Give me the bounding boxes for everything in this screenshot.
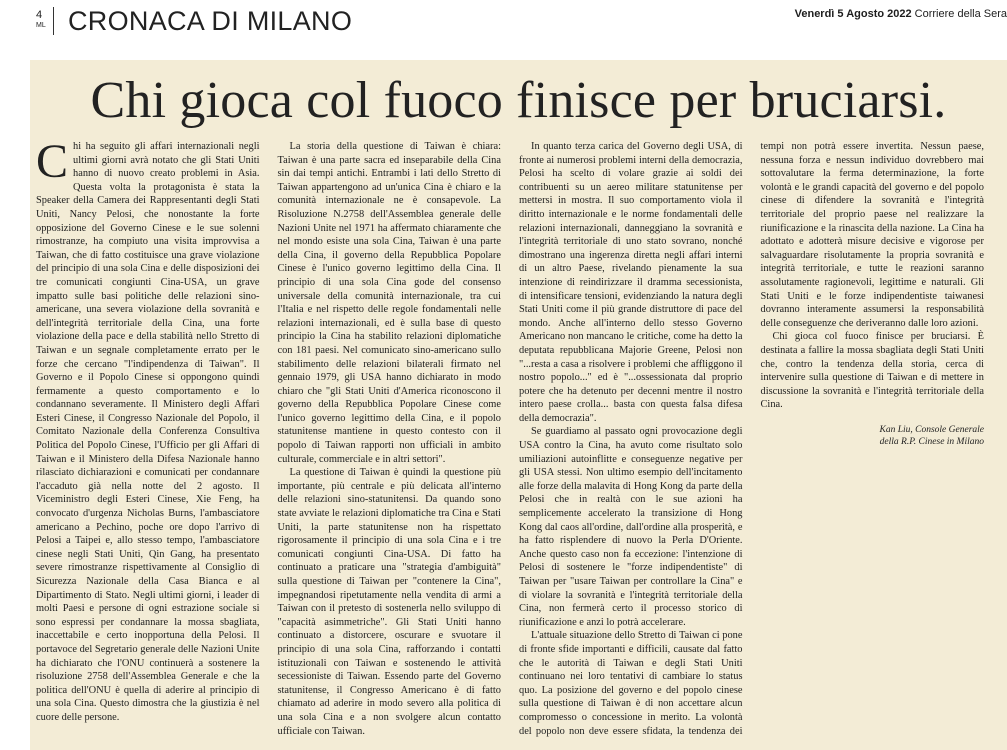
article-paragraph: La questione di Taiwan è quindi la questione più importante, più centrale e più delicata all'interno delle relazioni sino-statunitensi. Da quando sono state avviate le relazioni diplomatiche tra Cina e Stati Uniti, la parte statunitense non ha rispettato rigorosamente il principio di una sola Cina e i tre comunicati congiunti Cina-USA. Di fatto ha continuato a praticare una "strategia d'ambiguità" sulla questione di Taiwan per "contenere la Cina", impegnandosi ripetutamente nella vendita di armi a Taiwan con il pretesto di sostenerla nello sviluppo di "capacità asimmetriche". Gli Stati Uniti hanno continuato a distorcere, oscurare e svuotare il principio di una sola Cina, rafforzando i contatti istituzionali con Taiwan e sostenendo le attività secessioniste di Taiwan. Essendo parte del Governo statunitense, il Congresso Americano è di fatto chiamato ad aderire in modo severo alla politica di una sola Cina e a non svolgere alcun contatto ufficiale con Taiwan. (277, 467, 501, 737)
article-paragraph: Chi ha seguito gli affari internazionali negli ultimi giorni avrà notato che gli Stati Uniti hanno di nuovo creato problemi in Asia. Questa volta la protagonista è stata la Speaker della Camera dei Rappresentanti degli Stati Uniti, Nancy Pelosi, che nonostante la forte opposizione del Governo Cinese e le sue solenni rimostranze, ha compiuto una visita improvvisa a Taiwan, che di fatto costituisce una grave violazione del principio di una sola Cina e delle disposizioni dei tre comunicati congiunti Cina-USA, un grave impatto sulle basi politiche delle relazioni sino-americane, una severa violazione della sovranità e dell'integrità territoriale della Cina, una forte violazione della pace e della stabilità nello Stretto di Taiwan e un segnale completamente errato per le forze che cercano "l'indipendenza di Taiwan". Il Governo e il Popolo Cinese si oppongono quindi fermamente a questo comportamento e lo condannano severamente. Il Ministero degli Affari Esteri Cinese, il Congresso Nazionale del Popolo, il Comitato Nazionale della Conferenza Consultiva Politica del Popolo Cinese, l'Ufficio per gli Affari di Taiwan e il Ministero della Difesa Nazionale hanno rilasciato dichiarazioni e comunicati per condannare l'accaduto già nella notte del 2 agosto. Il Viceministro degli Esteri Cinese, Xie Feng, ha convocato d'urgenza Nicholas Burns, l'ambasciatore americano a Pechino, poche ore dopo l'arrivo di Pelosi a Taipei e, allo stesso tempo, l'ambasciatore cinese negli Stati Uniti, Qin Gang, ha presentato severe rimostranze rispettivamente al Consiglio di Sicurezza Nazionale della Casa Bianca e al Dipartimento di Stato. Negli ultimi giorni, i leader di molti Paesi e persone di ogni estrazione sociale si sono espressi per condannare la mossa sbagliata, inaccettabile e certo inopportuna della Pelosi. Il portavoce del Segretario generale delle Nazioni Unite ha dichiarato che l'ONU continuerà a sostenere la risoluzione 2758 dell'Assemblea Generale e che la politica dell'ONU è quella di aderire al principio di una sola Cina. Questo dimostra che la giustizia è nel cuore delle persone. (36, 135, 260, 723)
article-paragraph: La storia della questione di Taiwan è chiara: Taiwan è una parte sacra ed inseparabile della Cina sin dai tempi antichi. Entrambi i lati dello Stretto di Taiwan appartengono ad un'unica Cina è chiaro e la comunità internazionale ne è consapevole. La Risoluzione N.2758 dell'Assemblea generale delle Nazioni Unite nel 1971 ha affermato chiaramente che nel mondo esiste una sola Cina, Taiwan è una parte della Cina, il governo della Repubblica Popolare Cinese è l'unico governo legittimo della Cina. Il principio di una sola Cina gode del consenso universale della comunità internazionale, tra cui l'Italia e nel rispetto delle regole fondamentali nelle relazioni internazionali, ed è sulla base di questo principio la Cina ha stabilito relazioni diplomatiche con 181 paesi. Nel comunicato sino-americano sullo stabilimento delle relazioni bilaterali firmato nel gennaio 1979, gli USA hanno dichiarato in modo chiaro che "gli Stati Uniti d'America riconoscono il governo della Repubblica Popolare Cinese come l'unico governo legittimo della Cina, e il popolo statunitense mantiene in questo contesto con il popolo di Taiwan rapporti non ufficiali in ambito culturale, commerciale e in altri settori". (277, 141, 501, 465)
signature-author: Kan Liu, Console Generale (879, 424, 984, 435)
article-body (36, 135, 984, 748)
page-number: 4 (36, 9, 43, 21)
article-headline: Chi gioca col fuoco finisce per bruciarsi. (90, 72, 947, 129)
article-paragraph: L'attuale situazione dello Stretto di Taiwan ci pone di fronte sfide importanti e difficili, causate dal fatto che le autorità di Taiwan e degli Stati Uniti continuano nei loro tentativi di cambiare lo status quo. La posizione del governo e del popolo cinese sulla questione di Taiwan è di non accettare alcun compromesso o concessione in merito. La volontà del popolo non deve essere sfidata, la tendenza dei tempi non potrà essere invertita. Nessun paese, nessuna forza e nessun individuo dovrebbero mai sottovalutare la ferma determinazione, la forte volontà e le grandi capacità del governo e del popolo cinese di difendere la sovranità e l'integrità territoriale del proprio paese nel realizzare la riunificazione e la rinascita della nazione. La Cina ha adottato e adotterà misure decisive e vigorose per salvaguardare risolutamente la propria sovranità e integrità territoriale, e tutte le reazioni saranno assolutamente ragionevoli, legittime e naturali. Gli Stati Uniti e le forze indipendentiste taiwanesi dovranno interamente assumersi la responsabilità delle conseguenze che deriveranno dalle loro azioni. (519, 141, 984, 737)
issue-date: Venerdì 5 Agosto 2022 (794, 8, 912, 20)
article-signature (761, 424, 985, 448)
article-paragraph: Chi gioca col fuoco finisce per bruciarsi. È destinata a fallire la mossa sbagliata degli Stati Uniti che, contro la tendenza della storia, cerca di intervenire sulla questione di Taiwan e di mettere in discussione la sovranità e l'integrità territoriale della Cina. (760, 331, 984, 411)
section-title: CRONACA DI MILANO (68, 6, 353, 36)
masthead-divider (53, 7, 54, 35)
dateline (795, 8, 1007, 21)
article-box (30, 60, 1007, 750)
article-paragraph: Se guardiamo al passato ogni provocazione degli USA contro la Cina, ha avuto come risultato solo umiliazioni autoinflitte e conseguenze negative per gli USA stessi. Non ultimo esempio dell'incitamento alle forze della malavita di Hong Kong da parte della Pelosi che in realtà con le sue azioni ha semplicemente accelerato la transizione di Hong Kong dal caos all'ordine, dall'ordine alla prosperità, e ha fatto risplendere di nuovo la Perla D'Oriente. Anche questo caso non fa eccezione: l'intenzione di Pelosi di sostenere le "forze indipendentiste" di Taiwan per "usare Taiwan per controllare la Cina" e di violare la sovranità e l'integrità territoriale della Cina, non fermerà certo il processo storico di riunificazione e anzi lo potrà accelerare. (519, 426, 743, 628)
publication-name: Corriere della Sera (914, 8, 1007, 20)
page-code: ML (36, 22, 46, 29)
article-paragraph: In quanto terza carica del Governo degli USA, di fronte ai numerosi problemi interni della democrazia, Pelosi ha scelto di volare grazie ai soldi dei contribuenti su un aereo militare statunitense per mettersi in mostra. Il suo comportamento viola il diritto internazionale e le norme fondamentali delle relazioni internazionali, danneggiano la sovranità e l'integrità territoriale di uno stato sovrano, nonché dimostrano una ingerenza diretta negli affari interni di un altro Paese, rivelando pienamente la sua intenzione di reindirizzare il dramma secessionista, di intensificare tensioni, evidenziando la natura degli Stati Uniti come il più grande distruttore di pace del mondo. Anche all'interno dello stesso Governo Americano non mancano le critiche, come ha detto la deputata repubblicana Majorie Greene, Pelosi non "...resta a casa a risolvere i problemi che affliggono il nostro popolo..." ed è "...ossessionata dal proprio potere che ha detenuto per decenni mentre il nostro intero paese crolla... basta con questa falsa difesa della democrazia". (519, 141, 743, 424)
masthead (0, 0, 1007, 52)
signature-title: della R.P. Cinese in Milano (879, 436, 984, 447)
